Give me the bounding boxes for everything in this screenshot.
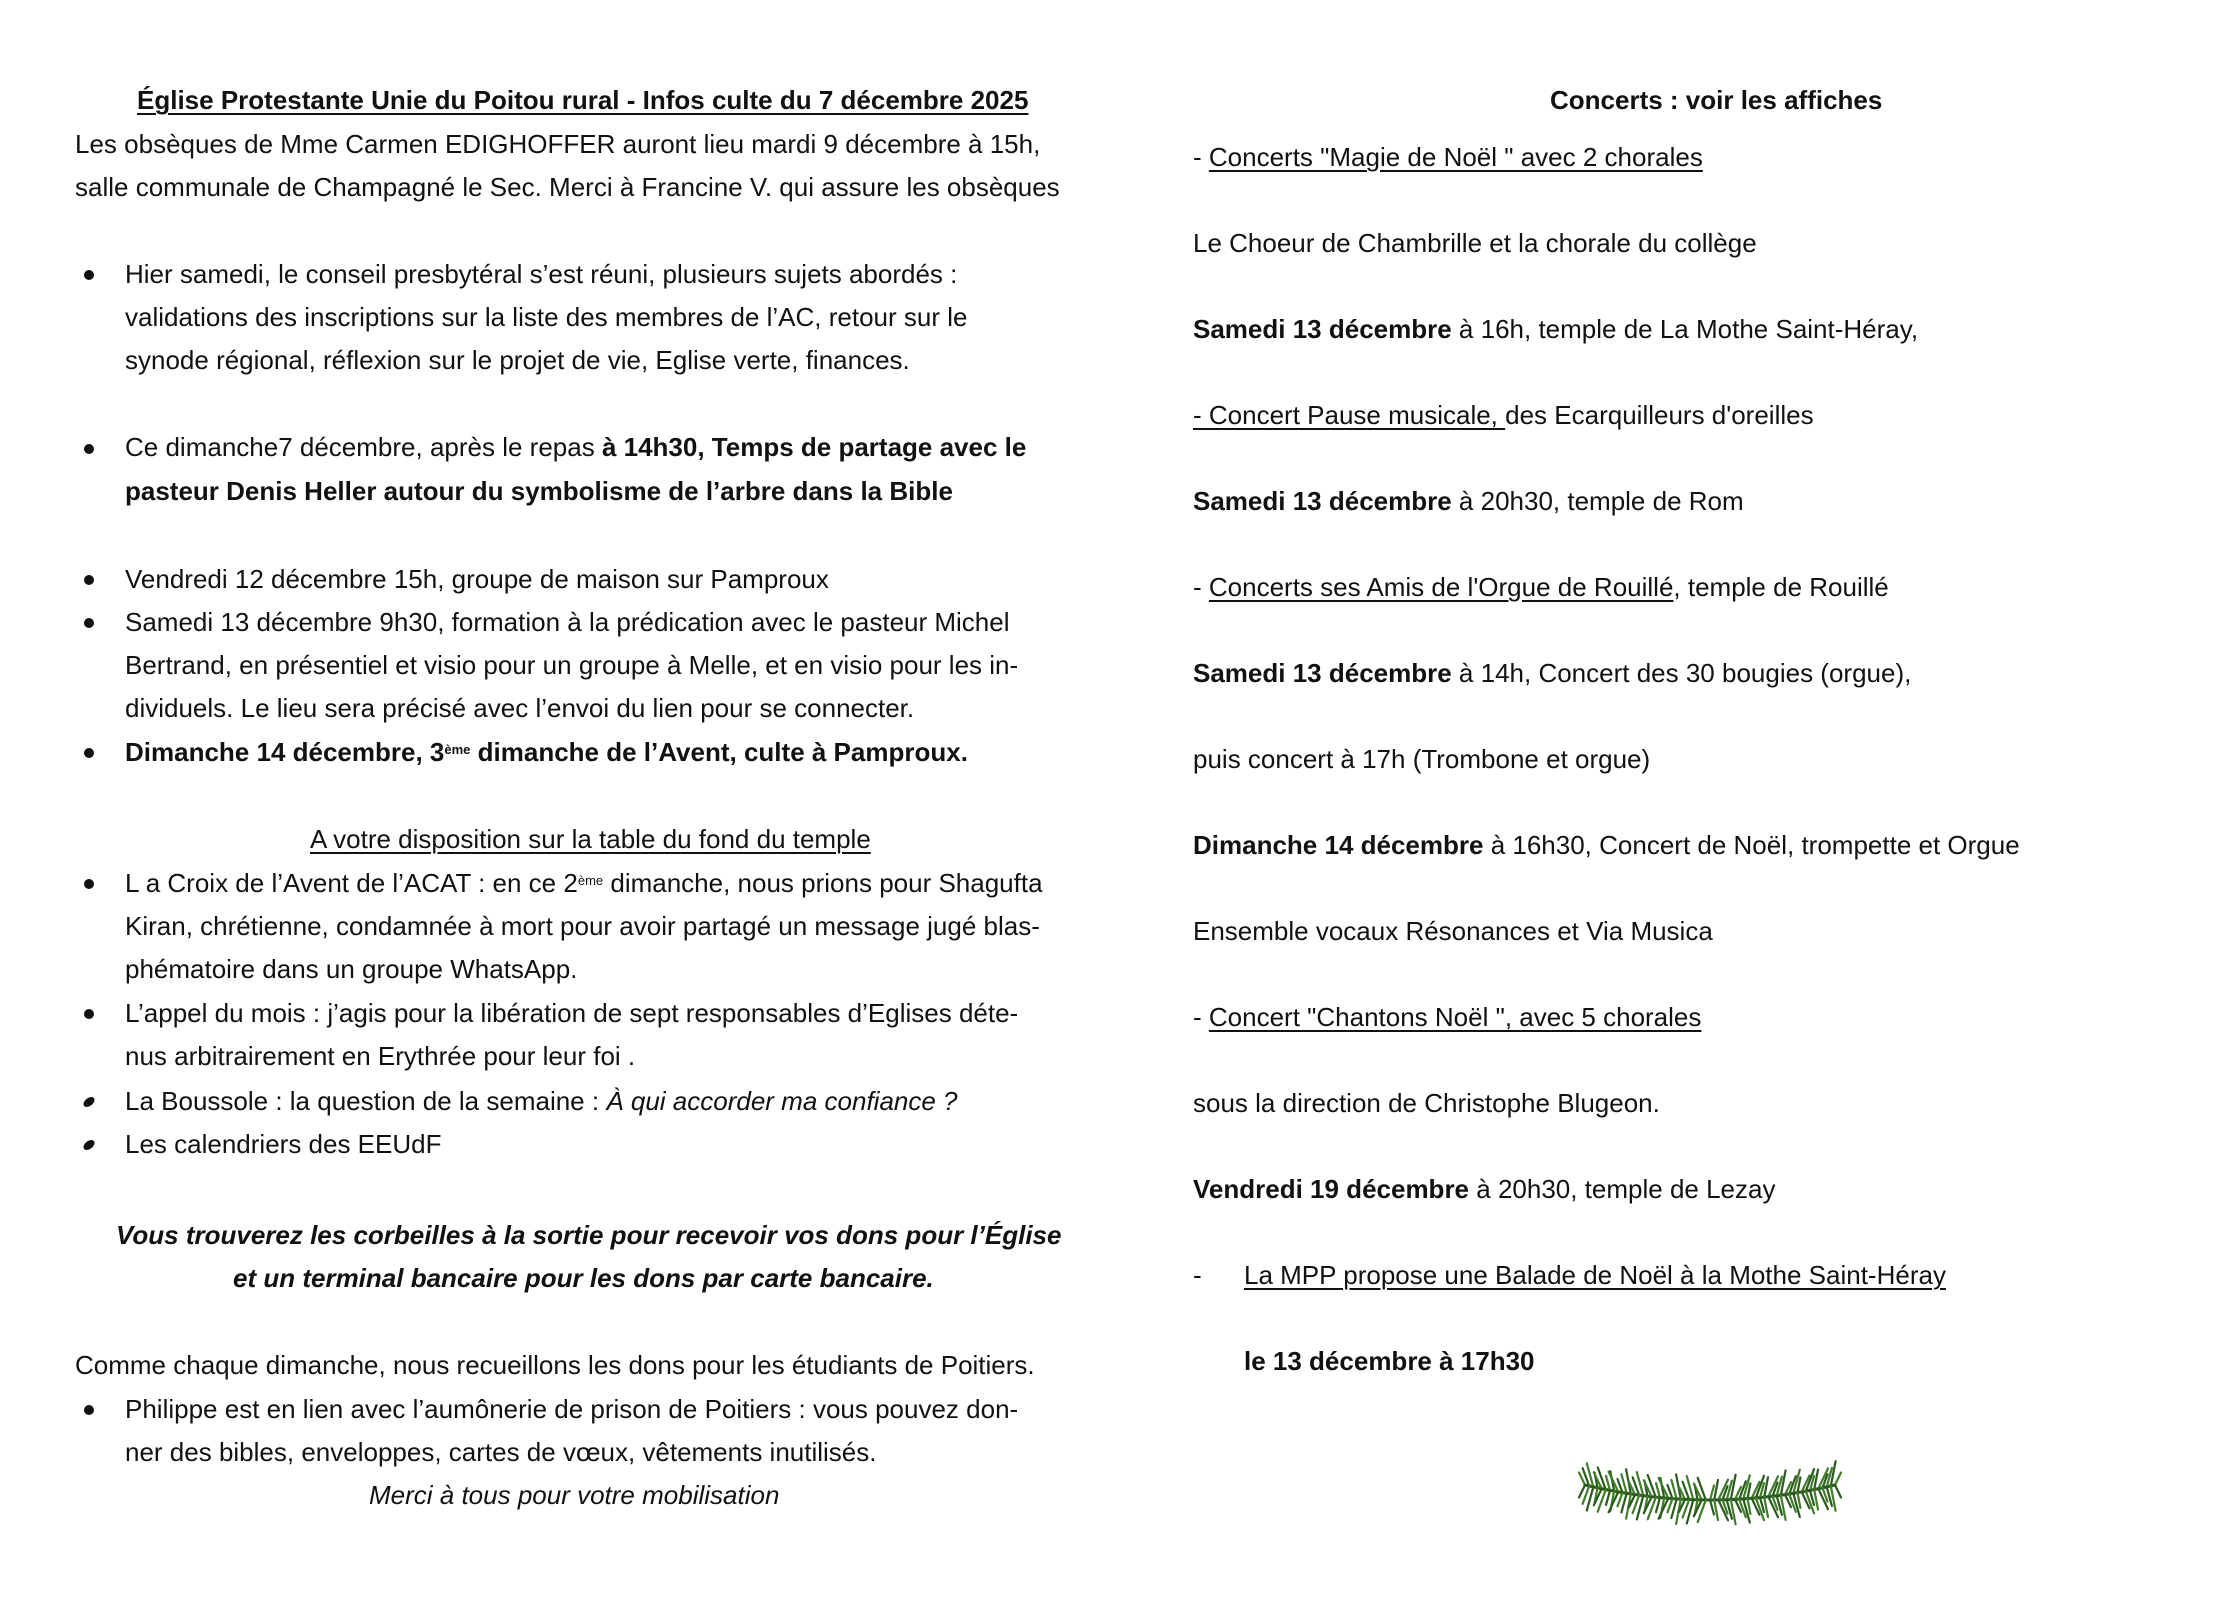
bullet-icon [82, 1140, 97, 1150]
bullet-icon [84, 444, 94, 454]
concert-3-dash: - [1193, 572, 1209, 602]
formation-line-2: Bertrand, en présentiel et visio pour un groupe à Melle, et en visio pour les in- [125, 650, 1019, 680]
concert-3-date: Samedi 13 décembre [1193, 658, 1452, 688]
concert-3-title-line [1193, 570, 1889, 604]
concert-3-rest: , temple de Rouillé [1673, 572, 1889, 602]
concert-2-title-line [1193, 398, 1814, 432]
formation-line-3: dividuels. Le lieu sera précisé avec l’envoi du lien pour se connecter. [125, 693, 915, 723]
avent-text-end: dimanche de l’Avent, culte à Pamproux. [470, 737, 968, 767]
concert-3-ensemble: Ensemble vocaux Résonances et Via Musica [1193, 916, 1713, 946]
partage-text: Ce dimanche7 décembre, après le repas [125, 432, 602, 462]
concert-4-place: à 20h30, temple de Lezay [1469, 1174, 1776, 1204]
concert-1-dash: - [1193, 142, 1209, 172]
prison-line-1: Philippe est en lien avec l’aumônerie de prison de Poitiers : vous pouvez don- [125, 1394, 1019, 1424]
concert-2-date: Samedi 13 décembre [1193, 486, 1452, 516]
fir-needle [1710, 1500, 1714, 1515]
conseil-line-1: Hier samedi, le conseil presbytéral s’est réuni, plusieurs sujets abordés : [125, 259, 958, 289]
boussole-line [125, 1084, 958, 1118]
avent-text: Dimanche 14 décembre, 3 [125, 737, 445, 767]
fir-needle [1698, 1478, 1706, 1500]
fir-needle [1798, 1493, 1801, 1508]
concert-2-place: à 20h30, temple de Rom [1451, 486, 1744, 516]
concert-3-title: Concerts ses Amis de l'Orgue de Rouillé [1208, 572, 1674, 602]
concert-4-date: Vendredi 19 décembre [1193, 1174, 1470, 1204]
fir-needle [1835, 1485, 1841, 1498]
concert-4-direction: sous la direction de Christophe Blugeon. [1193, 1088, 1660, 1118]
bullet-icon [84, 1009, 94, 1019]
concert-3-puis: puis concert à 17h (Trombone et orgue) [1193, 744, 1651, 774]
fir-needle [1710, 1486, 1714, 1501]
obseques-line-1: Les obsèques de Mme Carmen EDIGHOFFER auront lieu mardi 9 décembre à 15h, [75, 129, 1041, 159]
dispo-title: A votre disposition sur la table du fond du temple [310, 824, 871, 854]
acat-line-2: Kiran, chrétienne, condamnée à mort pour avoir partagé un message jugé blas- [125, 911, 1040, 941]
dons-line-2: et un terminal bancaire pour les dons par carte bancaire. [233, 1263, 934, 1293]
fir-needle [1764, 1497, 1768, 1517]
concert-2-title: - Concert Pause musicale, [1193, 400, 1506, 430]
bullet-icon [82, 1097, 97, 1107]
concert-5-date: le 13 décembre à 17h30 [1244, 1346, 1535, 1376]
fir-needle [1731, 1500, 1736, 1525]
concert-3-date-line [1193, 656, 1911, 690]
fir-needle [1748, 1499, 1751, 1514]
fir-needle [1618, 1493, 1623, 1507]
fir-needle [1656, 1498, 1660, 1513]
fir-branch-icon [1570, 1440, 1850, 1540]
fir-needle [1764, 1477, 1768, 1497]
avent-line [125, 735, 968, 769]
acat-line-1 [125, 866, 1043, 900]
fir-needle [1731, 1475, 1736, 1500]
concert-1-title: Concerts "Magie de Noël " avec 2 chorales [1208, 142, 1703, 172]
partage-bold: à 14h30, Temps de partage avec le [601, 432, 1027, 462]
fir-needle [1606, 1490, 1610, 1505]
acat-sup: ème [577, 873, 604, 888]
right-title: Concerts : voir les affiches [1550, 85, 1883, 115]
concert-3-detail: à 14h, Concert des 30 bougies (orgue), [1451, 658, 1912, 688]
concert-4-title-line [1193, 1000, 1701, 1034]
fir-needle [1714, 1500, 1718, 1520]
fir-needle [1648, 1475, 1656, 1497]
fir-needle [1781, 1495, 1786, 1520]
concert-1-date: Samedi 13 décembre [1193, 314, 1452, 344]
fir-needle [1714, 1480, 1718, 1500]
fir-needle [1781, 1470, 1786, 1495]
concert-5-dash: - [1193, 1260, 1202, 1290]
acat-line-3: phématoire dans un groupe WhatsApp. [125, 954, 578, 984]
obseques-line-2: salle communale de Champagné le Sec. Merci à Francine V. qui assure les obsèques [75, 172, 1060, 202]
concert-4-date-line [1193, 1172, 1775, 1206]
merci-line: Merci à tous pour votre mobilisation [369, 1480, 780, 1510]
concert-3-date2: Dimanche 14 décembre [1193, 830, 1484, 860]
concert-1-desc: Le Choeur de Chambrille et la chorale du collège [1193, 228, 1757, 258]
bullet-icon [84, 575, 94, 585]
formation-line-1: Samedi 13 décembre 9h30, formation à la prédication avec le pasteur Michel [125, 607, 1010, 637]
conseil-line-3: synode régional, réflexion sur le projet de vie, Eglise verte, finances. [125, 345, 910, 375]
concert-2-date-line [1193, 484, 1744, 518]
calendriers-line: Les calendriers des EEUdF [125, 1129, 442, 1159]
concert-2-rest: des Ecarquilleurs d'oreilles [1505, 400, 1814, 430]
boussole-question: À qui accorder ma confiance ? [606, 1086, 958, 1116]
bullet-icon [84, 618, 94, 628]
bullet-icon [84, 748, 94, 758]
appel-line-2: nus arbitrairement en Erythrée pour leur foi . [125, 1041, 636, 1071]
boussole-text: La Boussole : la question de la semaine : [125, 1086, 607, 1116]
left-title: Église Protestante Unie du Poitou rural - Infos culte du 7 décembre 2025 [137, 85, 1029, 115]
concert-3-date2-detail: à 16h30, Concert de Noël, trompette et Orgue [1483, 830, 2020, 860]
prison-line-2: ner des bibles, enveloppes, cartes de vœux, vêtements inutilisés. [125, 1437, 877, 1467]
etudiants-line: Comme chaque dimanche, nous recueillons les dons pour les étudiants de Poitiers. [75, 1350, 1035, 1380]
concert-5-title: La MPP propose une Balade de Noël à la Mothe Saint-Héray [1244, 1260, 1946, 1290]
fir-needle [1579, 1485, 1585, 1498]
concert-1-place: à 16h, temple de La Mothe Saint-Héray, [1451, 314, 1919, 344]
concert-4-dash: - [1193, 1002, 1209, 1032]
partage-line-1 [125, 430, 1026, 464]
groupe-maison-line: Vendredi 12 décembre 15h, groupe de maison sur Pamproux [125, 564, 829, 594]
bullet-icon [84, 879, 94, 889]
fir-needle [1835, 1473, 1841, 1486]
fir-needle [1814, 1490, 1818, 1510]
fir-needle [1831, 1461, 1836, 1486]
fir-needle [1814, 1470, 1818, 1490]
partage-line-2: pasteur Denis Heller autour du symbolisme de l’arbre dans la Bible [125, 476, 953, 506]
concert-1-title-line [1193, 140, 1703, 174]
bullet-icon [84, 1405, 94, 1415]
avent-sup: ème [444, 742, 471, 757]
dons-line-1: Vous trouverez les corbeilles à la sortie pour recevoir vos dons pour l’Église [116, 1220, 1062, 1250]
conseil-line-2: validations des inscriptions sur la liste des membres de l’AC, retour sur le [125, 302, 968, 332]
concert-1-date-line [1193, 312, 1918, 346]
acat-text: L a Croix de l’Avent de l’ACAT : en ce 2 [125, 868, 578, 898]
concert-3-date2-line [1193, 828, 2020, 862]
bullet-icon [84, 270, 94, 280]
acat-text-end: dimanche, nous prions pour Shagufta [603, 868, 1043, 898]
concert-4-title: Concert "Chantons Noël ", avec 5 chorales [1208, 1002, 1702, 1032]
fir-needle [1656, 1483, 1660, 1498]
appel-line-1: L’appel du mois : j’agis pour la libération de sept responsables d’Eglises déte- [125, 998, 1019, 1028]
